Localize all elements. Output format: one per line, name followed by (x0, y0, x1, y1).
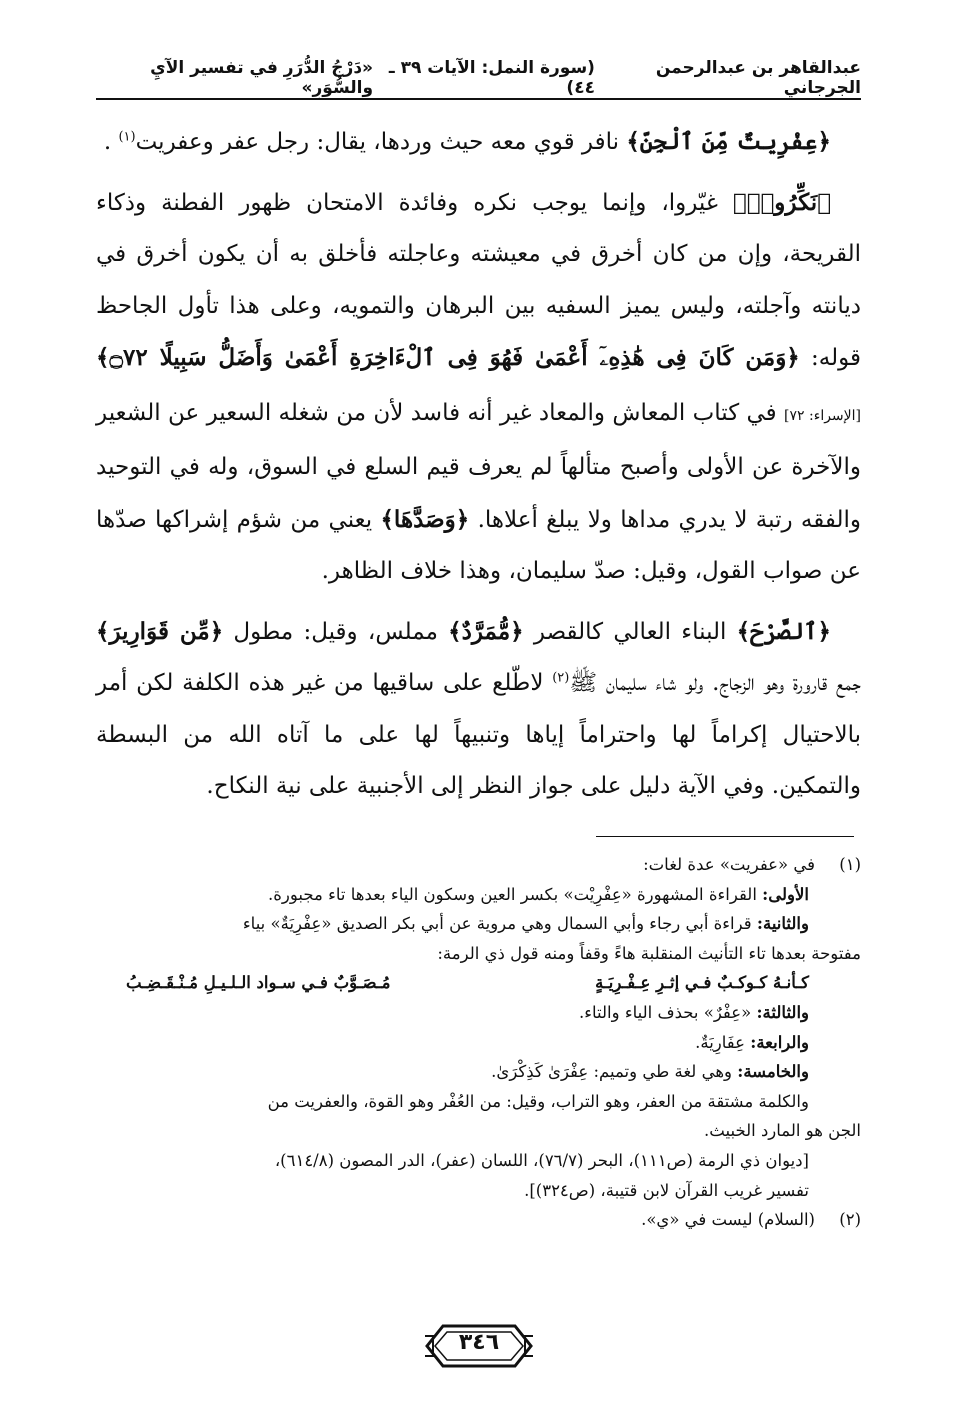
footnote-text: [ديوان ذي الرمة (ص١١١)، البحر (٧٦/٧)، اللسان (عفر)، الدر المصون (٦١٤/٨)، (274, 1150, 809, 1170)
footnote-separator (596, 836, 854, 837)
footnote-text: الجن هو المارد الخبيث. (704, 1121, 861, 1141)
footnote-text: قراءة أبي رجاء وأبي السمال وهي مروية عن أبي بكر الصديق «عِفْرِيَةٌ» بياء (242, 914, 757, 934)
footnote-text: مفتوحة بعدها تاء التأنيث المنقلبة هاءً وقفاً ومنه قول ذي الرمة: (437, 943, 861, 963)
text: مملس، وقيل: مطول (223, 618, 449, 645)
footnote-label: والثانية: (756, 914, 809, 934)
footnote-line (96, 1146, 861, 1176)
paragraph-3 (96, 606, 861, 813)
footnote-line (96, 880, 861, 910)
verse-first-hemistich: كـأنـهُ كـوكـبٌ فـي إثـرِ عِـفْـرِيَـةٍ (595, 973, 809, 993)
text: غيّروا، وإنما يوجب نكره وفائدة الامتحان ظهور الفطنة وذكاء القريحة، وإن من كان أخرق في معيشته وعاجلته فأخلق به أن يكون أخرق في ديانته وآجلته، وليس يميز السفيه بين البرهان والتمويه، وعلى هذا تأول الجاحظ قوله: (96, 189, 861, 371)
footnote-text: في «عفريت» عدة لغات: (643, 855, 815, 874)
footnote-text: (السلام) ليست في «ي». (641, 1210, 815, 1230)
footnote-ref-2[interactable]: (٢) (552, 670, 570, 686)
footnote-text: تفسير غريب القرآن لابن قتيبة، (ص٣٢٤)]. (524, 1180, 809, 1200)
footnote-number: (٢) (839, 1210, 861, 1230)
footnote-line (96, 1087, 861, 1117)
footnote-text: القراءة المشهورة «عِفْرِيْت» بكسر العين وسكون الياء بعدها تاء مجبورة. (268, 884, 763, 904)
verse-second-hemistich: مُـصَـوَّبٌ فـي سـواد الـلـيـلِ مُـنْـقَـضِـبُ (126, 973, 391, 993)
footnote-number: (١) (839, 855, 861, 874)
footnote-label: والرابعة: (750, 1032, 809, 1052)
running-header (96, 60, 861, 96)
verse-reference: [الإسراء: ٧٢] (784, 407, 861, 424)
footnote-text: «عِفْرٌ» بحذف الياء والتاء. (579, 1002, 757, 1022)
text: في كتاب المعاش والمعاد غير أنه فاسد لأن من شغله السعير عن الشعير والآخرة عن الأولى وأصبح متألهاً لم يعرف قيم السلع في السوق، وله في التوحيد والفقه رتبة لا يدري مداها ولا يبلغ أعلاها. (96, 399, 861, 533)
page-number-ornament (423, 1322, 535, 1370)
quran-quote: ﴿مُّمَرَّدٌ﴾ (448, 617, 524, 645)
footnote-label: والثالثة: (756, 1002, 809, 1022)
text: لاطّلع على ساقيها من غير هذه الكلفة لكن أمر بالاحتيال إكراماً لها واحتراماً إياها وتنبيهاً لها على ما آتاه الله من البسطة والتمكين. وفي الآية دليل على جواز النظر إلى الأجنبية على نية النكاح. (96, 670, 861, 799)
footnote-line (96, 1116, 861, 1146)
footnote-label: والخامسة: (737, 1062, 809, 1082)
quran-quote: ﴿عِفْرِيتٌ مِّنَ ٱلْجِنِّ﴾ (626, 128, 831, 155)
footnote-line (96, 998, 861, 1028)
quran-quote: ﴿مِّن قَوَارِيرَ﴾ (96, 617, 224, 645)
paragraph-1 (96, 116, 861, 169)
footnote-line (96, 1028, 861, 1058)
header-book-title: «دَرْجُ الدُّرَرِ في تفسير الآيِ والسُّوَرِ» (150, 58, 374, 98)
poetry-verse (96, 968, 861, 998)
header-rule (96, 98, 861, 100)
footnote-text: وهي لغة طي وتميم: عِفْرَىٰ كَذِكْرَىٰ. (491, 1062, 738, 1082)
quran-quote: ﴿وَصَدَّهَا﴾ (380, 505, 470, 533)
footnote-line (96, 909, 861, 939)
quran-quote: ﴿ٱلصَّرْحَ﴾ (736, 617, 831, 645)
text: . (103, 129, 119, 155)
footnote-label: الأولى: (762, 884, 809, 904)
text: نافر قوي معه حيث وردها، يقال: رجل عفر وعفريت (135, 129, 627, 155)
footnote-1 (96, 850, 861, 880)
quran-quote: ﴿نَكِّرُوا۟﴾ (732, 188, 831, 216)
text: البناء العالي كالقصر (523, 618, 737, 645)
paragraph-2 (96, 177, 861, 598)
page-number: ٣٤٦ (458, 1330, 500, 1355)
footnotes (96, 850, 861, 1235)
header-section: (سورة النمل: الآيات ٣٩ ـ ٤٤) (388, 58, 595, 98)
text: يعني من شؤم إشراكها صدّها عن صواب القول، وقيل: صدّ سليمان، وهذا خلاف الظاهر. (96, 506, 861, 584)
footnote-ref-1[interactable]: (١) (118, 129, 136, 145)
footnote-2 (96, 1205, 861, 1235)
footnote-text: عِفَارِيَةٌ. (695, 1032, 751, 1052)
header-author: عبدالقاهر بن عبدالرحمن الجرجاني (655, 58, 861, 98)
footnote-text: والكلمة مشتقة من العفر، وهو التراب، وقيل: من العُفْر وهو القوة، والعفريت من (267, 1091, 809, 1111)
footnote-line (96, 939, 861, 969)
footnote-line (96, 1057, 861, 1087)
main-text (96, 116, 861, 821)
quran-quote: ﴿وَمَن كَانَ فِى هَٰذِهِۦٓ أَعْمَىٰ فَهُوَ فِى ٱلْءَاخِرَةِ أَعْمَىٰ وَأَضَلُّ سَبِيلًا ۝٧٢﴾ (96, 344, 800, 371)
text: جمع قارورة وهو الزجاج. ولو شاء سليمان ﷺ (569, 670, 861, 696)
footnote-line (96, 1176, 861, 1206)
